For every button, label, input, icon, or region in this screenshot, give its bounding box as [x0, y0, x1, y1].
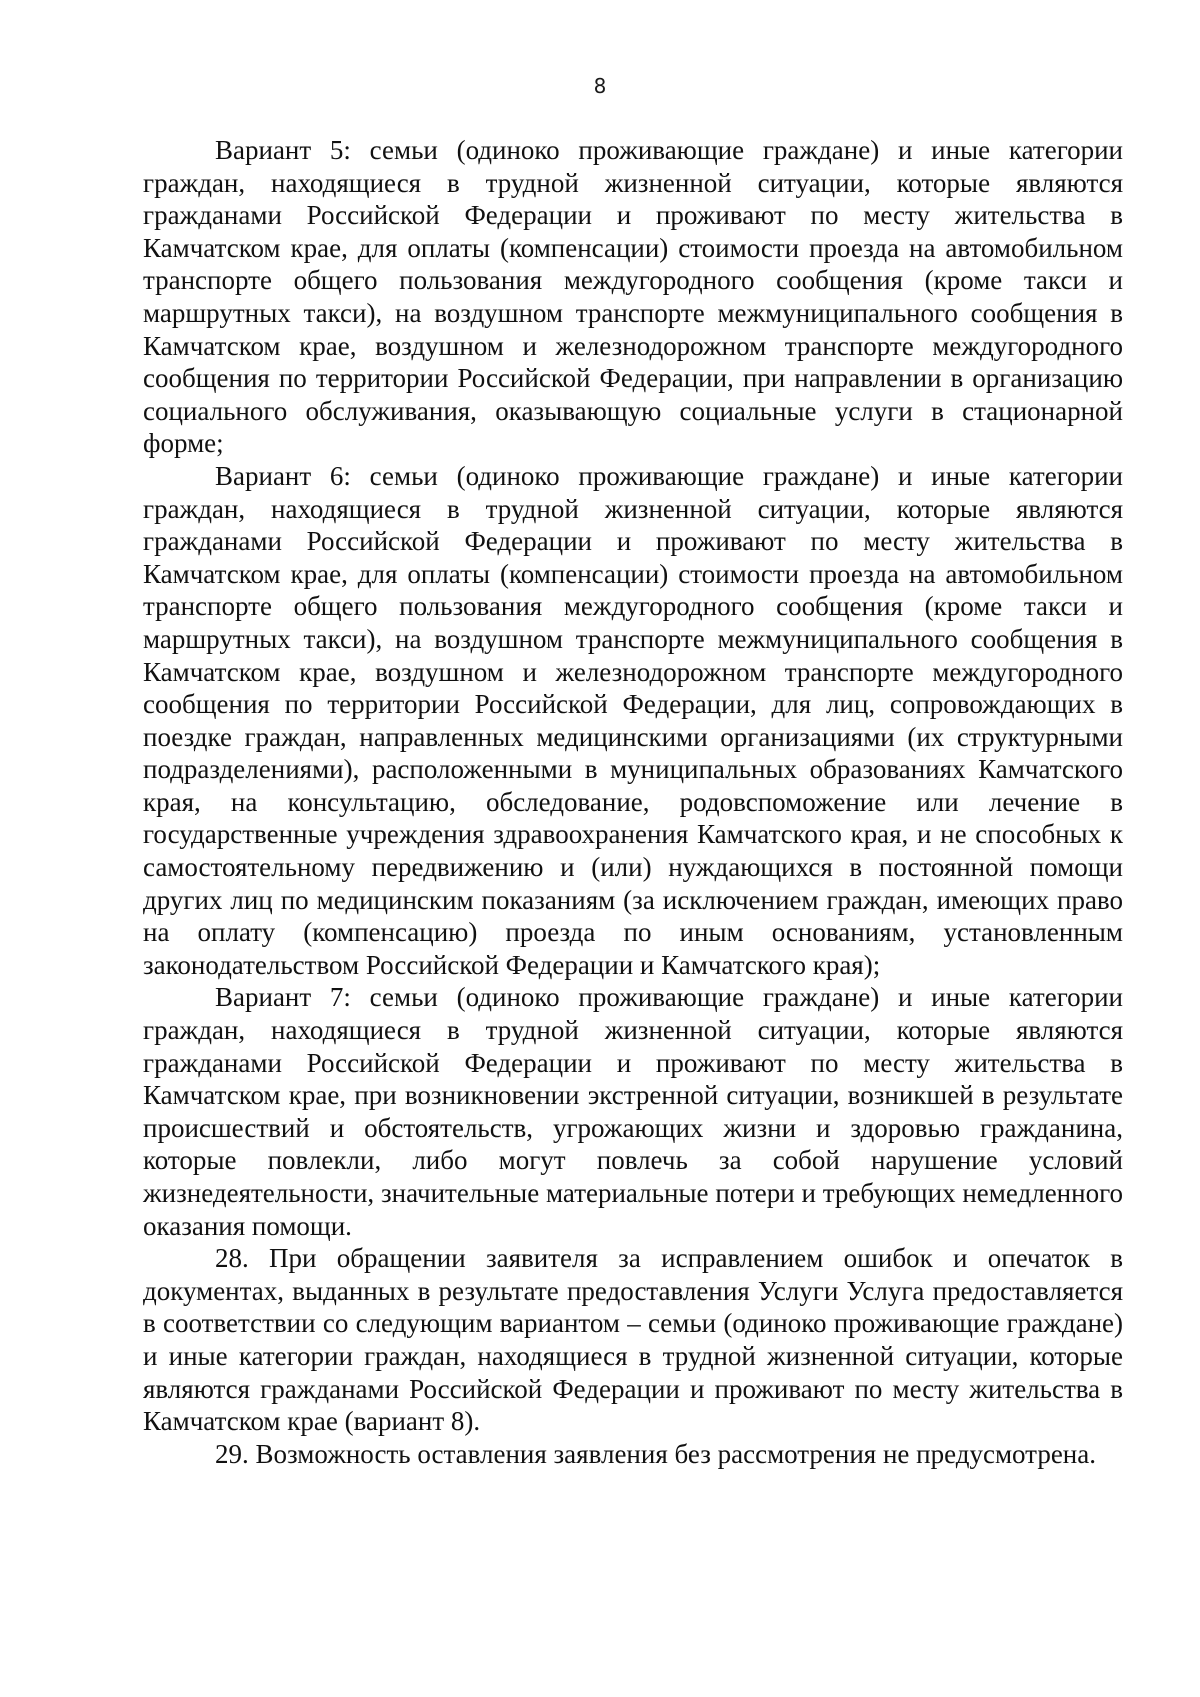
- paragraph-variant-6: Вариант 6: семьи (одиноко проживающие граждане) и иные категории граждан, находящиеся в трудной жизненной ситуации, которые являются гражданами Российской Федерации и проживают по месту жительства в Камчатском крае, для оплаты (компенсации) стоимости проезда на автомобильном транспорте общего пользования междугородного сообщения (кроме такси и маршрутных такси), на воздушном транспорте межмуниципального сообщения в Камчатском крае, воздушном и железнодорожном транспорте междугородного сообщения по территории Российской Федерации, для лиц, сопровождающих в поездке граждан, направленных медицинскими организациями (их структурными подразделениями), расположенными в муниципальных образованиях Камчатского края, на консультацию, обследование, родовспоможение или лечение в государственные учреждения здравоохранения Камчатского края, и не способных к самостоятельному передвижению и (или) нуждающихся в постоянной помощи других лиц по медицинским показаниям (за исключением граждан, имеющих право на оплату (компенсацию) проезда по иным основаниям, установленным законодательством Российской Федерации и Камчатского края);: [143, 460, 1123, 980]
- paragraph-variant-7: Вариант 7: семьи (одиноко проживающие граждане) и иные категории граждан, находящиеся в трудной жизненной ситуации, которые являются гражданами Российской Федерации и проживают по месту жительства в Камчатском крае, при возникновении экстренной ситуации, возникшей в результате происшествий и обстоятельств, угрожающих жизни и здоровью гражданина, которые повлекли, либо могут повлечь за собой нарушение условий жизнедеятельности, значительные материальные потери и требующих немедленного оказания помощи.: [143, 982, 1123, 1241]
- paragraph-item-29: 29. Возможность оставления заявления без рассмотрения не предусмотрена.: [215, 1438, 1096, 1469]
- paragraph-variant-5: Вариант 5: семьи (одиноко проживающие граждане) и иные категории граждан, находящиеся в трудной жизненной ситуации, которые являются гражданами Российской Федерации и проживают по месту жительства в Камчатском крае, для оплаты (компенсации) стоимости проезда на автомобильном транспорте общего пользования междугородного сообщения (кроме такси и маршрутных такси), на воздушном транспорте межмуниципального сообщения в Камчатском крае, воздушном и железнодорожном транспорте междугородного сообщения по территории Российской Федерации, при направлении в организацию социального обслуживания, оказывающую социальные услуги в стационарной форме;: [143, 135, 1123, 459]
- page-number: 8: [593, 74, 607, 98]
- document-body: [143, 134, 1123, 1470]
- paragraph-item-28: 28. При обращении заявителя за исправлением ошибок и опечаток в документах, выданных в результате предоставления Услуги Услуга предоставляется в соответствии со следующим вариантом – семьи (одиноко проживающие граждане) и иные категории граждан, находящиеся в трудной жизненной ситуации, которые являются гражданами Российской Федерации и проживают по месту жительства в Камчатском крае (вариант 8).: [143, 1243, 1123, 1437]
